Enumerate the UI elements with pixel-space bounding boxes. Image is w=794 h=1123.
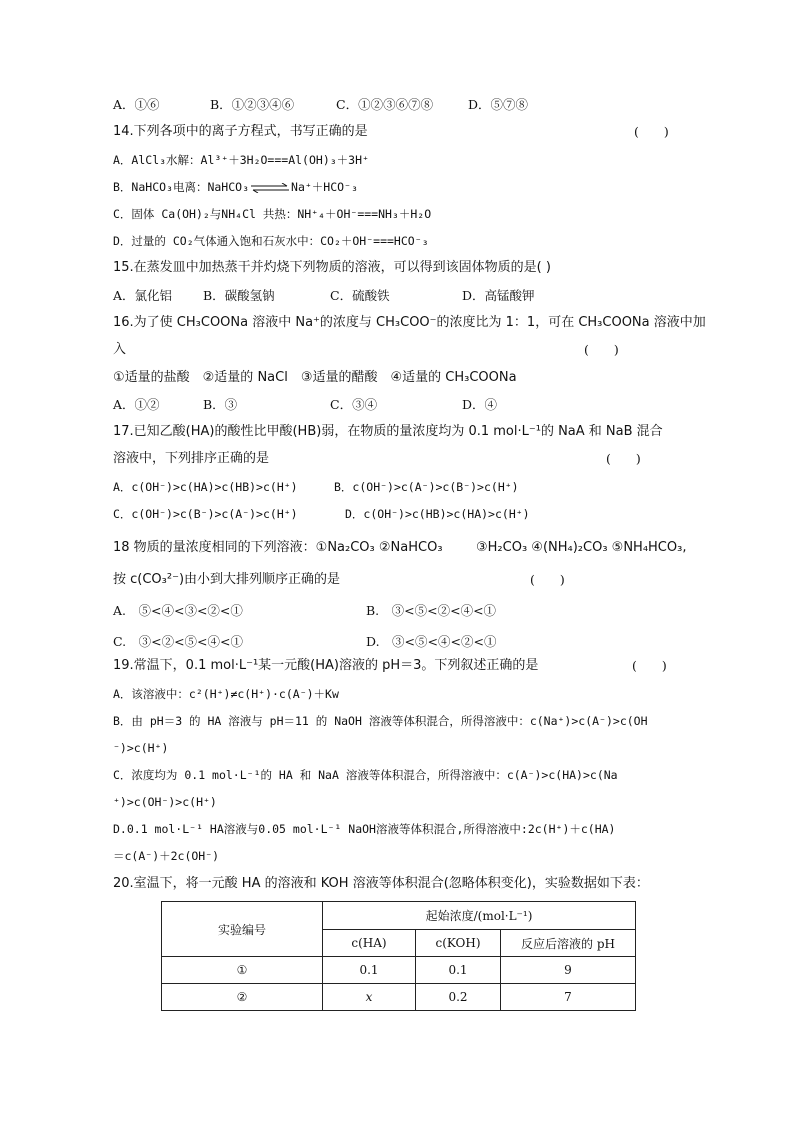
q15-stem: 15.在蒸发皿中加热蒸干并灼烧下列物质的溶液，可以得到该固体物质的是( ) [113,260,551,275]
q19-option-c-line1: C．浓度均为 0.1 mol·L⁻¹的 HA 和 NaA 溶液等体积混合，所得溶液中：c(A⁻)>c(HA)>c(Na [113,768,618,782]
q17-answer-paren: ( ) [606,451,641,466]
q13-option-a: A．①⑥ [113,97,160,112]
q14-option-d: D．过量的 CO₂气体通入饱和石灰水中：CO₂＋OH⁻===HCO⁻₃ [113,234,429,248]
header-c-ha: c(HA) [323,930,416,957]
q20-data-table [161,901,636,1011]
q16-option-a: A．①② [113,397,160,412]
q18-option-c: C. ③<②<⑤<④<① [113,634,243,649]
row-c-ha: x [323,984,416,1011]
q15-option-c: C．硫酸铁 [330,288,390,303]
q18-stem-line2: 按 c(CO₃²⁻)由小到大排列顺序正确的是 [113,572,341,587]
row-ph: 7 [501,984,636,1011]
q15-option-b: B．碳酸氢钠 [203,288,275,303]
table-row [162,957,636,984]
q17-stem-line2: 溶液中，下列排序正确的是 [113,451,270,466]
header-initial-concentration: 起始浓度/(mol·L⁻¹) [323,902,636,930]
q17-option-a: A．c(OH⁻)>c(HA)>c(HB)>c(H⁺) [113,480,298,494]
q13-option-b: B．①②③④⑥ [210,97,295,112]
q19-option-b-line2: ⁻)>c(H⁺) [113,741,169,755]
q14-option-b-prefix: B．NaHCO₃电离：NaHCO₃ [113,180,250,194]
q16-stem-line2: 入 [113,342,127,357]
q17-option-d: D．c(OH⁻)>c(HB)>c(HA)>c(H⁺) [345,507,530,521]
row-c-koh: 0.2 [416,984,501,1011]
q19-answer-paren: ( ) [632,658,667,673]
row-ph: 9 [501,957,636,984]
q18-answer-paren: ( ) [530,572,565,587]
q18-option-b: B. ③<⑤<②<④<① [366,603,497,618]
row-id: ② [162,984,323,1011]
header-c-koh: c(KOH) [416,930,501,957]
q17-option-c: C．c(OH⁻)>c(B⁻)>c(A⁻)>c(H⁺) [113,507,298,521]
q18-stem-line1-cont: ③H₂CO₃ ④(NH₄)₂CO₃ ⑤NH₄HCO₃, [476,540,687,555]
q14-option-b [113,179,358,195]
q14-option-b-suffix: Na⁺＋HCO⁻₃ [291,180,358,194]
q14-answer-paren: ( ) [634,124,669,139]
q16-stem-line1: 16.为了使 CH₃COONa 溶液中 Na⁺的浓度与 CH₃COO⁻的浓度比为 1：1，可在 CH₃COONa 溶液中加 [113,315,706,330]
header-experiment-id: 实验编号 [162,902,323,957]
q16-option-b: B．③ [203,397,238,412]
q17-option-b: B．c(OH⁻)>c(A⁻)>c(B⁻)>c(H⁺) [334,480,519,494]
row-id: ① [162,957,323,984]
header-ph-after: 反应后溶液的 pH [501,930,636,957]
q19-option-c-line2: ⁺)>c(OH⁻)>c(H⁺) [113,795,217,809]
table-row [162,984,636,1011]
q16-option-c: C．③④ [330,397,378,412]
q15-option-a: A．氯化铝 [113,288,173,303]
q15-option-d: D．高锰酸钾 [462,288,535,303]
q14-option-a: A．AlCl₃水解：Al³⁺＋3H₂O===Al(OH)₃＋3H⁺ [113,153,369,167]
q18-option-a: A. ⑤<④<③<②<① [113,603,243,618]
q16-items: ①适量的盐酸 ②适量的 NaCl ③适量的醋酸 ④适量的 CH₃COONa [113,370,517,385]
q20-stem: 20.室温下，将一元酸 HA 的溶液和 KOH 溶液等体积混合(忽略体积变化)，实验数据如下表： [113,876,649,891]
q19-option-b-line1: B．由 pH＝3 的 HA 溶液与 pH＝11 的 NaOH 溶液等体积混合，所得溶液中：c(Na⁺)>c(A⁻)>c(OH [113,714,648,728]
q17-stem-line1: 17.已知乙酸(HA)的酸性比甲酸(HB)弱，在物质的量浓度均为 0.1 mol·L⁻¹的 NaA 和 NaB 混合 [113,424,663,439]
q19-option-a: A．该溶液中：c²(H⁺)≠c(H⁺)·c(A⁻)＋Kw [113,687,339,701]
q18-option-d: D. ③<⑤<④<②<① [366,634,497,649]
q16-option-d: D．④ [462,397,498,412]
q13-option-d: D．⑤⑦⑧ [468,97,529,112]
q19-stem: 19.常温下，0.1 mol·L⁻¹某一元酸(HA)溶液的 pH＝3。下列叙述正确的是 [113,658,539,673]
reversible-arrow-icon [249,183,291,193]
q19-option-d-line1: D.0.1 mol·L⁻¹ HA溶液与0.05 mol·L⁻¹ NaOH溶液等体积混合,所得溶液中:2c(H⁺)＋c(HA) [113,822,616,836]
q14-stem: 14.下列各项中的离子方程式，书写正确的是 [113,124,368,139]
row-c-ha: 0.1 [323,957,416,984]
q18-stem-line1: 18 物质的量浓度相同的下列溶液：①Na₂CO₃ ②NaHCO₃ [113,540,443,555]
q13-option-c: C．①②③⑥⑦⑧ [336,97,434,112]
row-c-koh: 0.1 [416,957,501,984]
q16-answer-paren: ( ) [584,342,619,357]
q14-option-c: C．固体 Ca(OH)₂与NH₄Cl 共热：NH⁺₄＋OH⁻===NH₃＋H₂O [113,207,432,221]
q19-option-d-line2: ＝c(A⁻)＋2c(OH⁻) [113,849,220,863]
